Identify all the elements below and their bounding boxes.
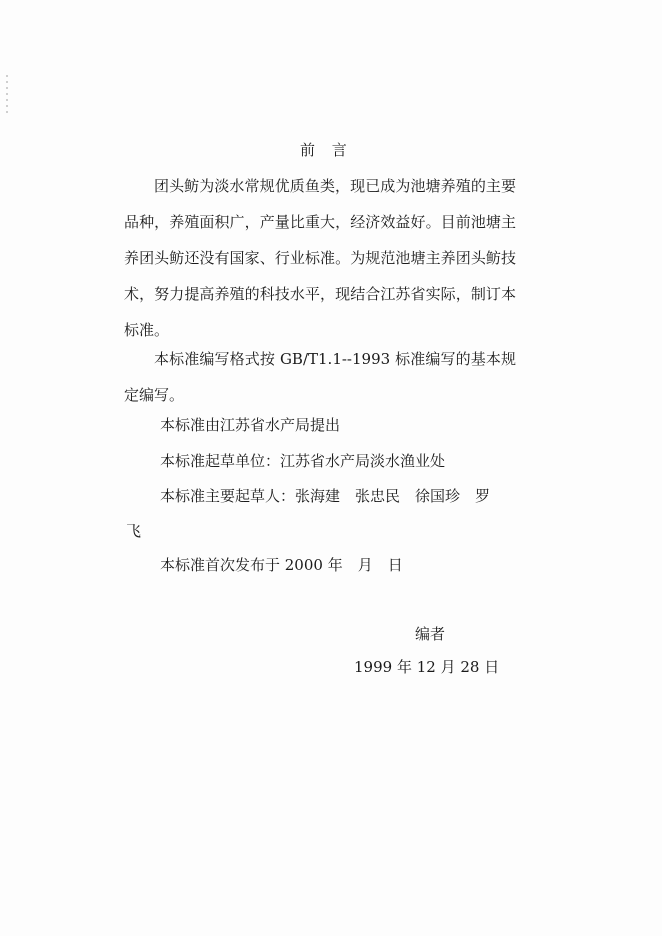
paragraph-format: 本标准编写格式按 GB/T1.1--1993 标准编写的基本规定编写。 <box>124 350 516 404</box>
author-signature: 编者 <box>415 625 446 643</box>
drafters-line: 本标准主要起草人：张海建 张忠民 徐国珍 罗 <box>160 487 491 505</box>
scan-edge-mark <box>6 75 8 115</box>
first-release-line: 本标准首次发布于 2000 年 月 日 <box>160 556 403 574</box>
drafters-line-continuation: 飞 <box>126 522 142 540</box>
paragraph-intro: 团头鲂为淡水常规优质鱼类，现已成为池塘养殖的主要品种，养殖面积广，产量比重大，经济效益好。目前池塘主养团头鲂还没有国家、行业标准。为规范池塘主养团头鲂技术，努力提高养殖的科技水平，现结合江苏省实际，制订本标准。 <box>124 177 516 339</box>
page-title: 前 言 <box>300 141 353 159</box>
document-date: 1999 年 12 月 28 日 <box>354 658 500 676</box>
drafting-unit-line: 本标准起草单位：江苏省水产局淡水渔业处 <box>160 452 446 470</box>
proposer-line: 本标准由江苏省水产局提出 <box>160 416 341 434</box>
